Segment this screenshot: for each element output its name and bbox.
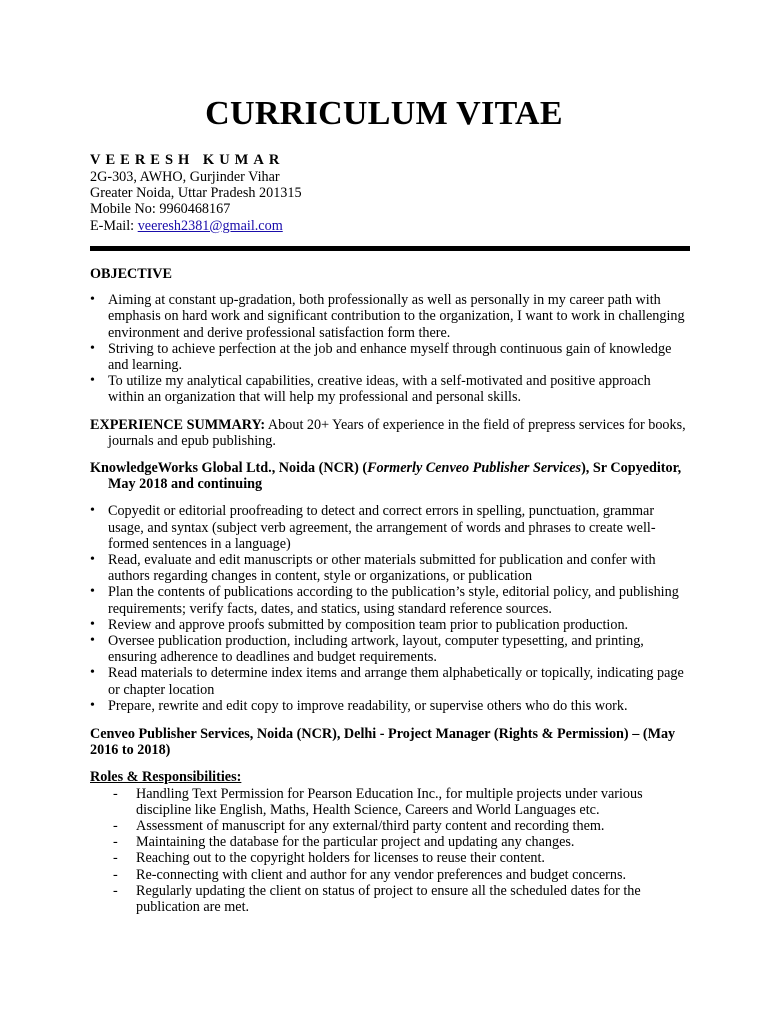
header-divider	[90, 246, 690, 251]
experience-summary-text: About 20+ Years of experience in the field of prepress services for books, journals and epub publishing.	[108, 417, 686, 450]
objective-item: • To utilize my analytical capabilities, creative ideas, with a self-motivated and positive approach within an organization that will help my professional and personal skills.	[90, 373, 690, 405]
responsibility-item: - Regularly updating the client on status of project to ensure all the scheduled dates for the publication are met.	[90, 883, 690, 915]
responsibility-item: - Handling Text Permission for Pearson Education Inc., for multiple projects under various discipline like English, Maths, Health Science, Careers and World Languages etc.	[90, 786, 690, 818]
duty-item: • Read materials to determine index items and arrange them alphabetically or topically, indicating page or chapter location	[90, 665, 690, 697]
responsibilities-list	[90, 786, 690, 916]
address-line-1: 2G-303, AWHO, Gurjinder Vihar	[90, 169, 280, 185]
responsibility-item: - Assessment of manuscript for any external/third party content and recording them.	[90, 818, 690, 834]
job-heading	[90, 460, 690, 492]
duty-item: • Plan the contents of publications according to the publication’s style, editorial policy, and publishing requirements; verify facts, dates, and statics, using standard reference sources.	[90, 584, 690, 616]
duty-item: • Copyedit or editorial proofreading to detect and correct errors in spelling, punctuation, grammar usage, and syntax (subject verb agreement, the arrangement of words and phrases to create well-formed sentences in a language)	[90, 503, 690, 552]
email-link[interactable]: veeresh2381@gmail.com	[137, 217, 283, 234]
duty-item: • Oversee publication production, including artwork, layout, computer typesetting, and printing, ensuring adherence to deadlines and budget requirements.	[90, 633, 690, 665]
objective-section	[90, 266, 690, 406]
objective-heading: OBJECTIVE	[90, 266, 172, 282]
job-title-dates: ), Sr Copyeditor, May 2018 and continuing	[108, 460, 682, 493]
job-former-name: Formerly Cenveo Publisher Services	[367, 460, 582, 476]
email-line	[90, 218, 302, 234]
job-cenveo	[90, 726, 690, 915]
mobile-number: Mobile No: 9960468167	[90, 201, 231, 218]
contact-block	[90, 152, 302, 234]
candidate-name: VEERESH KUMAR	[90, 152, 285, 168]
job-company: KnowledgeWorks Global Ltd., Noida (NCR) (	[90, 460, 368, 476]
duty-item: • Read, evaluate and edit manuscripts or other materials submitted for publication and confer with authors regarding changes in content, style or organizations, or publication	[90, 552, 690, 584]
experience-summary	[90, 417, 708, 449]
job-heading: Cenveo Publisher Services, Noida (NCR), Delhi - Project Manager (Rights & Permission) – (May 2016 to 2018)	[90, 726, 676, 759]
responsibility-item: - Reaching out to the copyright holders for licenses to reuse their content.	[90, 850, 690, 866]
roles-heading: Roles & Responsibilities:	[90, 769, 242, 786]
duty-item: • Review and approve proofs submitted by composition team prior to publication production.	[90, 617, 690, 633]
duty-item: • Prepare, rewrite and edit copy to improve readability, or supervise others who do this work.	[90, 698, 690, 714]
objective-list	[90, 292, 690, 405]
responsibility-item: - Maintaining the database for the particular project and updating any changes.	[90, 834, 690, 850]
responsibility-item: - Re-connecting with client and author for any vendor preferences and budget concerns.	[90, 867, 690, 883]
job-knowledgeworks	[90, 460, 690, 714]
experience-summary-label: EXPERIENCE SUMMARY:	[90, 417, 266, 433]
email-label: E-Mail:	[90, 217, 138, 234]
address-line-2: Greater Noida, Uttar Pradesh 201315	[90, 185, 302, 202]
objective-item: • Aiming at constant up-gradation, both professionally as well as personally in my career path with emphasis on hard work and significant contribution to the organization, I want to work in challenging environment and derive professional satisfaction form there.	[90, 292, 690, 341]
document-title: CURRICULUM VITAE	[205, 95, 563, 132]
job-duties-list	[90, 503, 690, 714]
objective-item: • Striving to achieve perfection at the job and enhance myself through continuous gain of knowledge and learning.	[90, 341, 690, 373]
